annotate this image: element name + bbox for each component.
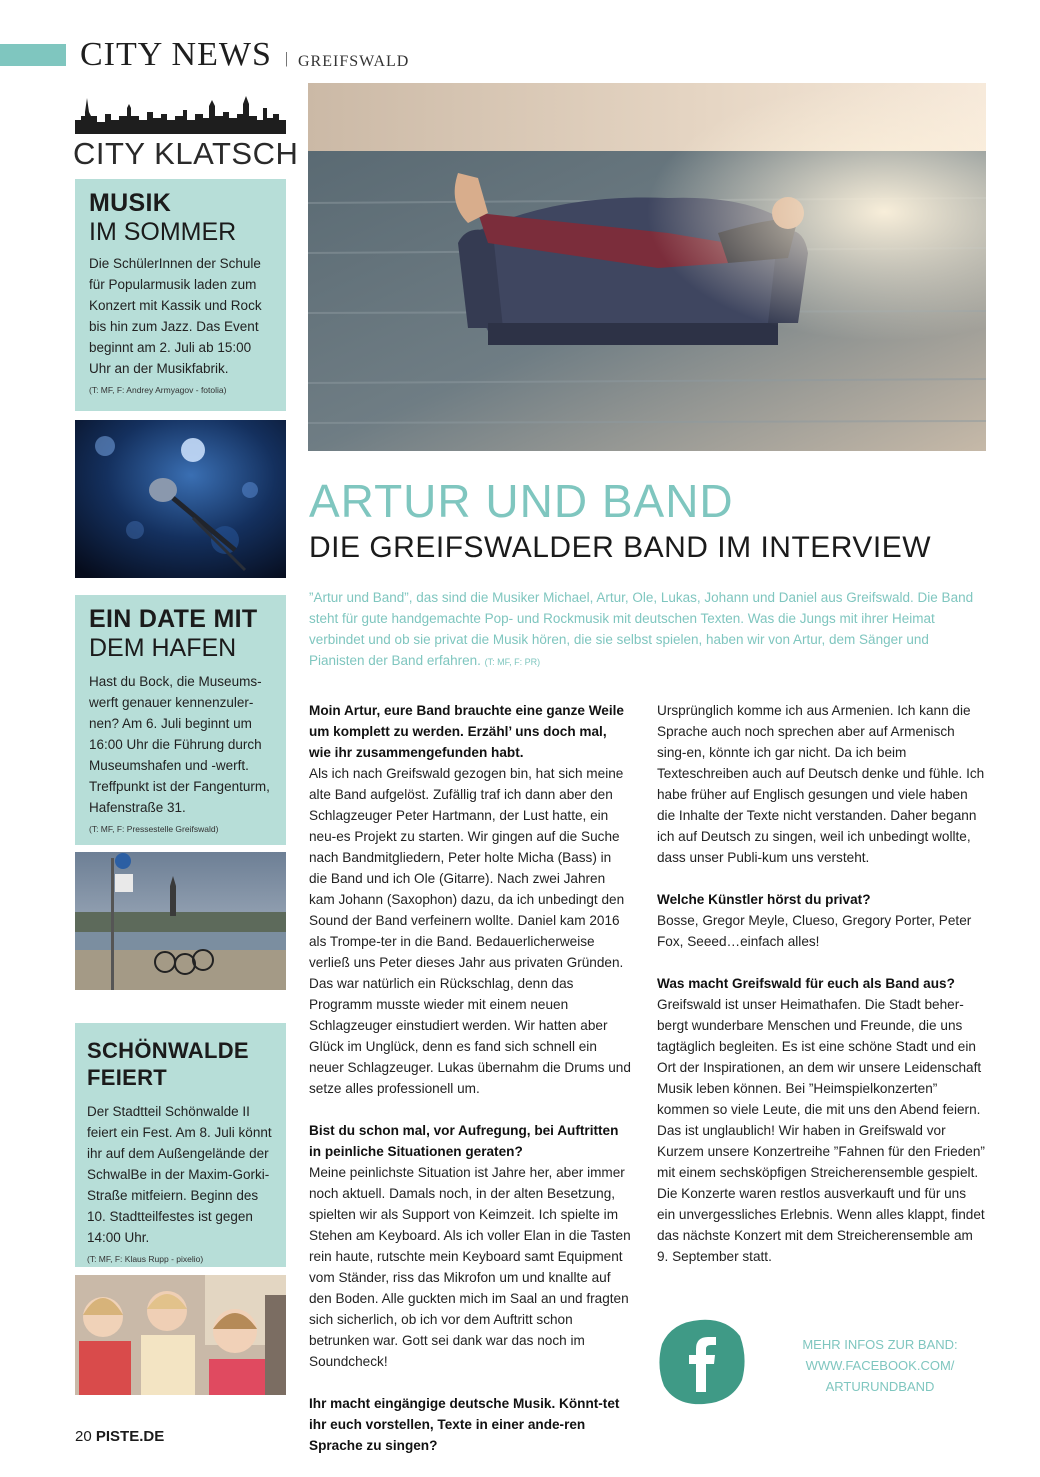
children-photo (75, 1275, 286, 1395)
interview-answer: Greifswald ist unser Heimathafen. Die Stadt beher-bergt wunderbare Menschen und Freunde, die uns tagtäglich begleiten. Es ist eine schöne Stadt und ein Ort der Inspirationen, an dem wir unsere Leidenschaft Musik leben können. Bei ”Heimspielkonzerten” kommen so viele Leute, die mit uns den Abend feiern. Das ist unglaublich! Wir haben in Greifswald vor Kurzem unsere Konzertreihe ”Fahnen für den Frieden” mit einem sechsköpfigen Streicherensemble gespielt. Die Konzerte waren restlos ausverkauft und für uns ein unvergessliches Erlebnis. Wenn alles klappt, findet das nächste Konzert mit dem Streicherensemble am 9. September statt. (657, 997, 985, 1264)
interview-answer: Ursprünglich komme ich aus Armenien. Ich kann die Sprache auch noch sprechen aber auf Armenisch sing-en, könnte ich gar nicht. Da ich beim Texteschreiben auch auf Deutsch denke und fühle. Ich habe früher auf Englisch gesungen und viele haben die Inhalte der Texte nicht verstanden. Daher begann ich auf Deutsch zu singen, weil ich unbedingt wollte, dass unser Publi-kum uns versteht. (657, 703, 985, 865)
article-subtitle: DIE GREIFSWALDER BAND IM INTERVIEW (309, 531, 932, 564)
facebook-icon[interactable] (656, 1318, 746, 1406)
more-info-link[interactable] (780, 1334, 980, 1397)
section-title: CITY NEWS (80, 36, 272, 73)
interview-answer: Meine peinlichste Situation ist Jahre her, aber immer noch aktuell. Damals noch, in der alten Besetzung, spielten wir als Support von Keimzeit. Ich spielte im Stehen am Keyboard. Als ich voller Elan in die Tasten rein haute, rutschte mein Keyboard samt Equipment vom Ständer, riss das Mikrofon um und knallte auf den Boden. Alle guckten mich im Saal an und fragten sich sicherlich, ob ich vor dem Auftritt schon betrunken war. Gott sei dank war das noch im Soundcheck! (309, 1165, 631, 1369)
harbour-photo (75, 852, 286, 990)
box-subheading: IM SOMMER (89, 218, 237, 246)
box-credit: (T: MF, F: Andrey Armyagov - fotolia) (89, 385, 227, 395)
qa-block (657, 700, 987, 868)
more-info-line: WWW.FACEBOOK.COM/ (805, 1358, 955, 1373)
more-info-line: ARTURUNDBAND (825, 1379, 935, 1394)
box-text: Hast du Bock, die Museums-werft genauer kennenzuler-nen? Am 6. Juli beginnt um 16:00 Uhr die Führung durch Museumshafen und -werft. Treffpunkt ist der Fangenturm, Hafenstraße 31. (89, 674, 270, 815)
article-intro (309, 587, 986, 673)
interview-answer: Bosse, Gregor Meyle, Clueso, Gregory Porter, Peter Fox, Seeed…einfach alles! (657, 913, 972, 949)
box-subheading: DEM HAFEN (89, 634, 237, 662)
box-text: Der Stadtteil Schönwalde II feiert ein Fest. Am 8. Juli könnt ihr auf dem Außengelände der SchwalBe in der Maxim-Gorki-Straße mitfeiern. Beginn des 10. Stadtteilfestes ist gegen 14:00 Uhr. (87, 1104, 272, 1245)
header-accent-bar (0, 44, 66, 66)
sidebar-box-musik (75, 179, 286, 411)
intro-credit: (T: MF, F: PR) (484, 657, 541, 667)
hero-sofa-photo (308, 83, 986, 451)
qa-block (657, 973, 987, 1267)
header-separator: | (285, 50, 289, 67)
interview-question: Was macht Greifswald für euch als Band aus? (657, 976, 955, 991)
article-column-2 (657, 700, 987, 1288)
interview-answer: Als ich nach Greifswald gezogen bin, hat sich meine alte Band aufgelöst. Zufällig traf ich dann aber den Schlagzeuger Peter Hartmann, der Lust hatte, ein neu-es Projekt zu starten. Wir gingen auf die Suche nach Bandmitgliedern, Peter holte Micha (Bass) in die Band und ich Ole (Gitarre). Nach zwei Jahren kam Johann (Saxophon) dazu, da ich unbedingt den Sound der Band verfeinern wollte. Daniel kam 2016 als Trompe-ter in die Band. Bedauerlicherweise verließ uns Peter dieses Jahr aus privaten Gründen. Das war natürlich ein Rückschlag, denn das Programm musste wieder mit einem neuen Schlagzeuger einstudiert werden. Wir hatten aber Glück im Unglück, denn es fand sich schnell ein neuer Schlagzeuger. Lukas übernahm die Drums und setze alles professionell um. (309, 766, 631, 1096)
qa-block (309, 700, 632, 1099)
qa-block (657, 889, 987, 952)
sidebar-box-schoenwalde (75, 1023, 286, 1267)
footer-brand: PISTE.DE (95, 1428, 165, 1445)
box-heading: EIN DATE MIT (89, 605, 258, 633)
qa-block (309, 1393, 632, 1456)
sidebar-box-hafen (75, 595, 286, 845)
more-info-line: MEHR INFOS ZUR BAND: (802, 1337, 958, 1352)
interview-question: Ihr macht eingängige deutsche Musik. Könnt-tet ihr euch vorstellen, Texte in einer ande-ren Sprache zu singen? (309, 1396, 620, 1453)
section-location: GREIFSWALD (298, 53, 410, 70)
box-credit: (T: MF, F: Klaus Rupp - pixelio) (87, 1254, 204, 1264)
interview-question: Moin Artur, eure Band brauchte eine ganze Weile um komplett zu werden. Erzähl’ uns doch mal, wie ihr zusammengefunden habt. (309, 703, 624, 760)
intro-text: ”Artur und Band”, das sind die Musiker Michael, Artur, Ole, Lukas, Johann und Daniel aus Greifswald. Die Band steht für gute handgemachte Pop- und Rockmusik mit deutschen Texten. Was die Jungs mit ihrer Heimat verbindet und ob sie privat die Musik hören, die sie selbst spielen, haben wir von Artur, dem Sänger und Pianisten der Band erfahren. (309, 590, 974, 668)
qa-block (309, 1120, 632, 1372)
box-heading: SCHÖNWALDE FEIERT (87, 1038, 249, 1090)
city-klatsch-logo-text: CITY KLATSCH (73, 136, 299, 171)
article-column-1 (309, 700, 632, 1477)
article-title: ARTUR UND BAND (309, 475, 734, 527)
page-number: 20 (75, 1428, 92, 1445)
box-credit: (T: MF, F: Pressestelle Greifswald) (89, 824, 219, 834)
page-footer (75, 1428, 164, 1445)
interview-question: Welche Künstler hörst du privat? (657, 892, 871, 907)
microphone-photo (75, 420, 286, 578)
box-text: Die SchülerInnen der Schule für Popularmusik laden zum Konzert mit Kassik und Rock bis hin zum Jazz. Das Event beginnt am 2. Juli ab 15:00 Uhr an der Musikfabrik. (89, 256, 262, 376)
interview-question: Bist du schon mal, vor Aufregung, bei Auftritten in peinliche Situationen geraten? (309, 1123, 619, 1159)
city-skyline-logo (75, 94, 286, 134)
box-heading: MUSIK (89, 189, 172, 217)
